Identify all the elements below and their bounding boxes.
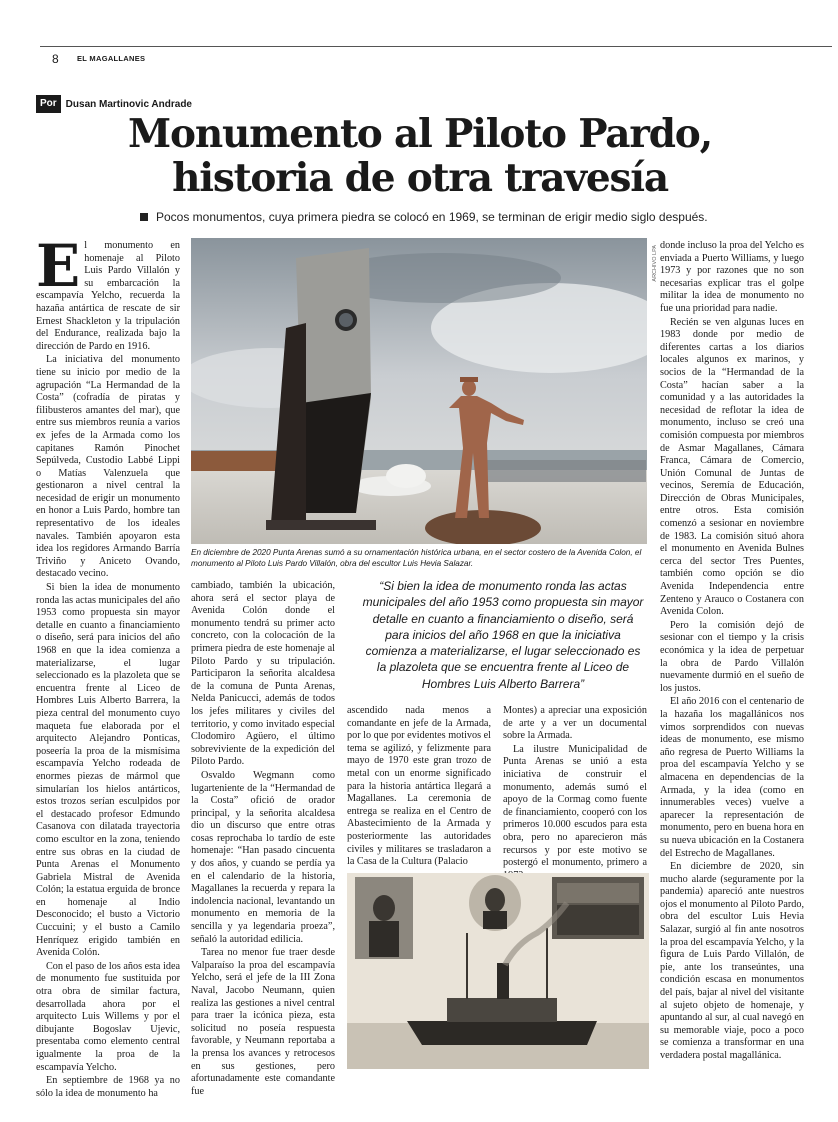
page-number: 8 xyxy=(52,52,59,66)
paragraph: El monumento en homenaje al Piloto Luis Pardo Villalón y su embarcación la escampavía Yelcho, recuerda la hazaña antártica de rescate de sir Ernest Shackleton y la tripulación del Endurance, realizada bajo la dirección de Pardo en 1916. xyxy=(36,232,180,352)
paragraph: La iniciativa del monumento tiene su inicio por medio de la agrupación “La Hermandad de la Costa” (cofradía de piratas y filibusteros amantes del mar), que entre sus miembros reunía a varios ex jefes de la Armada como los capitanes Ramón Pinochet Sepúlveda, Custodio Labbé Lippi o Matías Valenzuela que gestionaron a nivel central la necesidad de erigir un monumento en honor a Luis Pardo, hombre tan representativo de los ideales navales. También apoyaron esta idea los regidores Armando Barría Triviño y Aniceto Ovando, destacado vecino. xyxy=(36,354,180,580)
monument-illustration xyxy=(191,238,647,544)
deck-text: Pocos monumentos, cuya primera piedra se colocó en 1969, se terminan de erigir medio siglo después. xyxy=(156,210,708,224)
paragraph: Recién se ven algunas luces en 1983 donde por medio de diferentes cartas a los diarios locales algunos ex marinos, y socios de la “Hermandad de la Costa” hacían saber a la comunidad y a las autoridades la necesidad de reflotar la idea de monumento, incluso se creó una comisión compuesta por miembros de Asmar Magallanes, Cámara Franca, Cámara de Comercio, Unión Comunal de Juntas de vecinos, Seremía de Educación, Dirección de Obras Municipales, entre otros. Esta comisión comenzó a sesionar en noviembre de 1983. La comisión situó ahora el monumento en Avenida Bulnes cerca del sector Tres Puentes, también como opción se dio Avenida Independencia entre Zenteno y Arauco o Costanera con Avenida Colon. xyxy=(660,316,804,618)
deck xyxy=(140,210,820,224)
article-column-4 xyxy=(503,705,647,883)
paragraph: Con el paso de los años esta idea de monumento fue sustituida por otra obra de similar factura, desarrollada ahora por el arquitecto Luis Willems y por el dibujante Bogoslav Ujevic, presentaba como elemento central igualmente la proa de la escampavía Yelcho. xyxy=(36,960,180,1073)
headline-line-1: Monumento al Piloto Pardo, xyxy=(128,111,712,157)
paragraph: El año 2016 con el centenario de la hazaña los magallánicos nos vimos sorprendidos con nuevas ideas de monumento, ese mismo año regresa de Puerto Williams la proa del escampavía Yelcho y se almacena en dependencias de la Armada, y la idea (como en innumerables veces) vuelve a aparecer la representación de monumento, pero en buena hora en su nueva ubicación en la Costanera del Estrecho de Magallanes. xyxy=(660,696,804,859)
headline xyxy=(60,112,780,200)
paragraph: ascendido nada menos a comandante en jefe de la Armada, por lo que por evidentes motivos el tema se agilizó, y felizmente para mayo de 1970 este gran trozo de metal con un enorme significado para la historia antártica llegará a Magallanes. La ceremonia de entrega se realiza en el Centro de Abastecimiento de la Armada y posteriormente las autoridades civiles y militares se trasladaron a la Casa de la Cultura (Palacio xyxy=(347,705,491,868)
article-column-3 xyxy=(347,705,491,870)
paragraph: En septiembre de 1968 ya no sólo la idea de monumento ha xyxy=(36,1075,180,1099)
paragraph: Si bien la idea de monumento ronda las actas municipales del año 1953 como propuesta sin mayor detalle en cuanto a financiamiento o diseño, será para inicios del año 1968 en que la idea comienza a materializarse, el lugar seleccionado es la plazoleta que se encuentra frente al Liceo de Hombres Luis Alberto Barrera, la pieza central del monumento cuyo maqueta fue elaborada por el arquitecto Alejandro Ponticas, poseería la proa de la mismísima escampavía Yelcho rodeada de enormes piezas de mármol que simularían los hielos antárticos, estos trozos serían esculpidos por el destacado profesor Edmundo Casanova con dilatada trayectoria como escultor en la zona, teniendo entre sus obras en la ciudad de Punta Arenas el Monumento Gabriela Mistral de Avenida Colón; la estatua erguida de bronce en homenaje al Indio Desconocido; el busto a Victorio Cuccuini; y el busto a Camilo Henríquez erigido también en Avenida Colón. xyxy=(36,582,180,959)
photo-credit: ARCHIVO LPA xyxy=(652,245,658,282)
headline-line-2: historia de otra travesía xyxy=(172,155,668,201)
paragraph: Tarea no menor fue traer desde Valparaíso la proa del escampavía Yelcho, será el jefe de la III Zona Naval, Jacobo Neumann, quien realiza las gestiones a nivel central para traer la icónica pieza, esta solicitud no poseía respuesta favorable, y Neumann reportaba a la prensa los avances y retrocesos en sus gestiones, pero afortunadamente este comandante fue xyxy=(191,947,335,1097)
drop-cap: E xyxy=(36,232,81,300)
article-column-1 xyxy=(36,232,180,1101)
square-bullet-icon xyxy=(140,213,148,221)
paragraph: Osvaldo Wegmann como lugarteniente de la “Hermandad de la Costa” ofició de orador principal, y la señorita alcaldesa dio un discurso que entre otras cosas reprochaba lo tardío de este homenaje: “Han pasado cincuenta y dos años, y cuando se perdía ya en el calendario de la historia, Magallanes la recuerda y repara la indolencia nacional, levantando un monumento en memoria de la sencilla y ya legendaria proeza”, señaló la autoridad edilicia. xyxy=(191,769,335,945)
article-column-2 xyxy=(191,580,335,1099)
photo-caption: En diciembre de 2020 Punta Arenas sumó a su ornamentación histórica urbana, en el sector costero de la Avenida Colon, el monumento al Piloto Luis Pardo Villalón, obra del escultor Luis Hevia Salazar. xyxy=(191,548,642,568)
paragraph: cambiado, también la ubicación, ahora será el sector playa de Avenida Colón donde el monumento tendrá su primer acto concreto, con la colocación de la primera piedra de este homenaje al Piloto Pardo y su tripulación. Participaron la señorita alcaldesa de la comuna de Punta Arenas, Nelda Panicucci, además de todos los jefes militares y civiles del territorio, y como invitado especial Clodomiro Agüero, el último sobreviviente de la expedición del Piloto Pardo. xyxy=(191,580,335,768)
archive-photo-collage xyxy=(347,873,649,1069)
paragraph: donde incluso la proa del Yelcho es enviada a Puerto Williams, y luego 1973 y por razones que no son necesarias explicar tras el golpe militar la idea de monumento no fue una prioridad para nadie. xyxy=(660,240,805,314)
paragraph: Pero la comisión dejó de sesionar con el tiempo y la crisis económica y la idea de perpetuar la obra de Pardo Villalón nuevamente durmió en el sueño de los justos. xyxy=(660,619,804,694)
paragraph: Montes) a apreciar una exposición de arte y a ver un documental sobre la Armada. xyxy=(503,705,647,742)
masthead: EL MAGALLANES xyxy=(77,54,146,63)
header-rule xyxy=(40,46,832,47)
pull-quote: “Si bien la idea de monumento ronda las actas municipales del año 1953 como propuesta sin mayor detalle en cuanto a financiamiento o diseño, será para inicios del año 1968 en que la iniciativa comienza a materializarse, el lugar seleccionado es la plazoleta que se encuentra frente al Liceo de Hombres Luis Alberto Barrera” xyxy=(362,579,644,691)
paragraph: La ilustre Municipalidad de Punta Arenas se unió a esta iniciativa de construir el monumento, además sumó el apoyo de la Cormag como fuente de financiamiento, cooperó con los primeros 10.000 escudos para esta obra, pero no aparecieron más recursos y por este motivo se postergó el monumento, primero a xyxy=(503,743,647,869)
article-column-5 xyxy=(660,240,804,1064)
paragraph: En diciembre de 2020, sin mucho alarde (seguramente por la pandemia) apareció ante nuestros ojos el monumento al Piloto Pardo, obra del escultor Luis Hevia Salazar, surgió al fin ante nosotros la proa del escampavía Yelcho, y la figura de Luis Pardo Villalón, de pie, ante los transeúntes, una condición escasa en monumentos del país, bajar al nivel del visitante al sujeto objeto de homenaje, y apuntando al sur, al cual navegó en su memorable viaje, poco a poco se comienza a transformar en una verdadera postal magallánica. xyxy=(660,861,804,1061)
yelcho-ship-illustration xyxy=(347,873,649,1069)
byline-label: Por xyxy=(36,95,61,113)
byline-author: Dusan Martinovic Andrade xyxy=(65,98,192,110)
monument-photo xyxy=(191,238,647,544)
